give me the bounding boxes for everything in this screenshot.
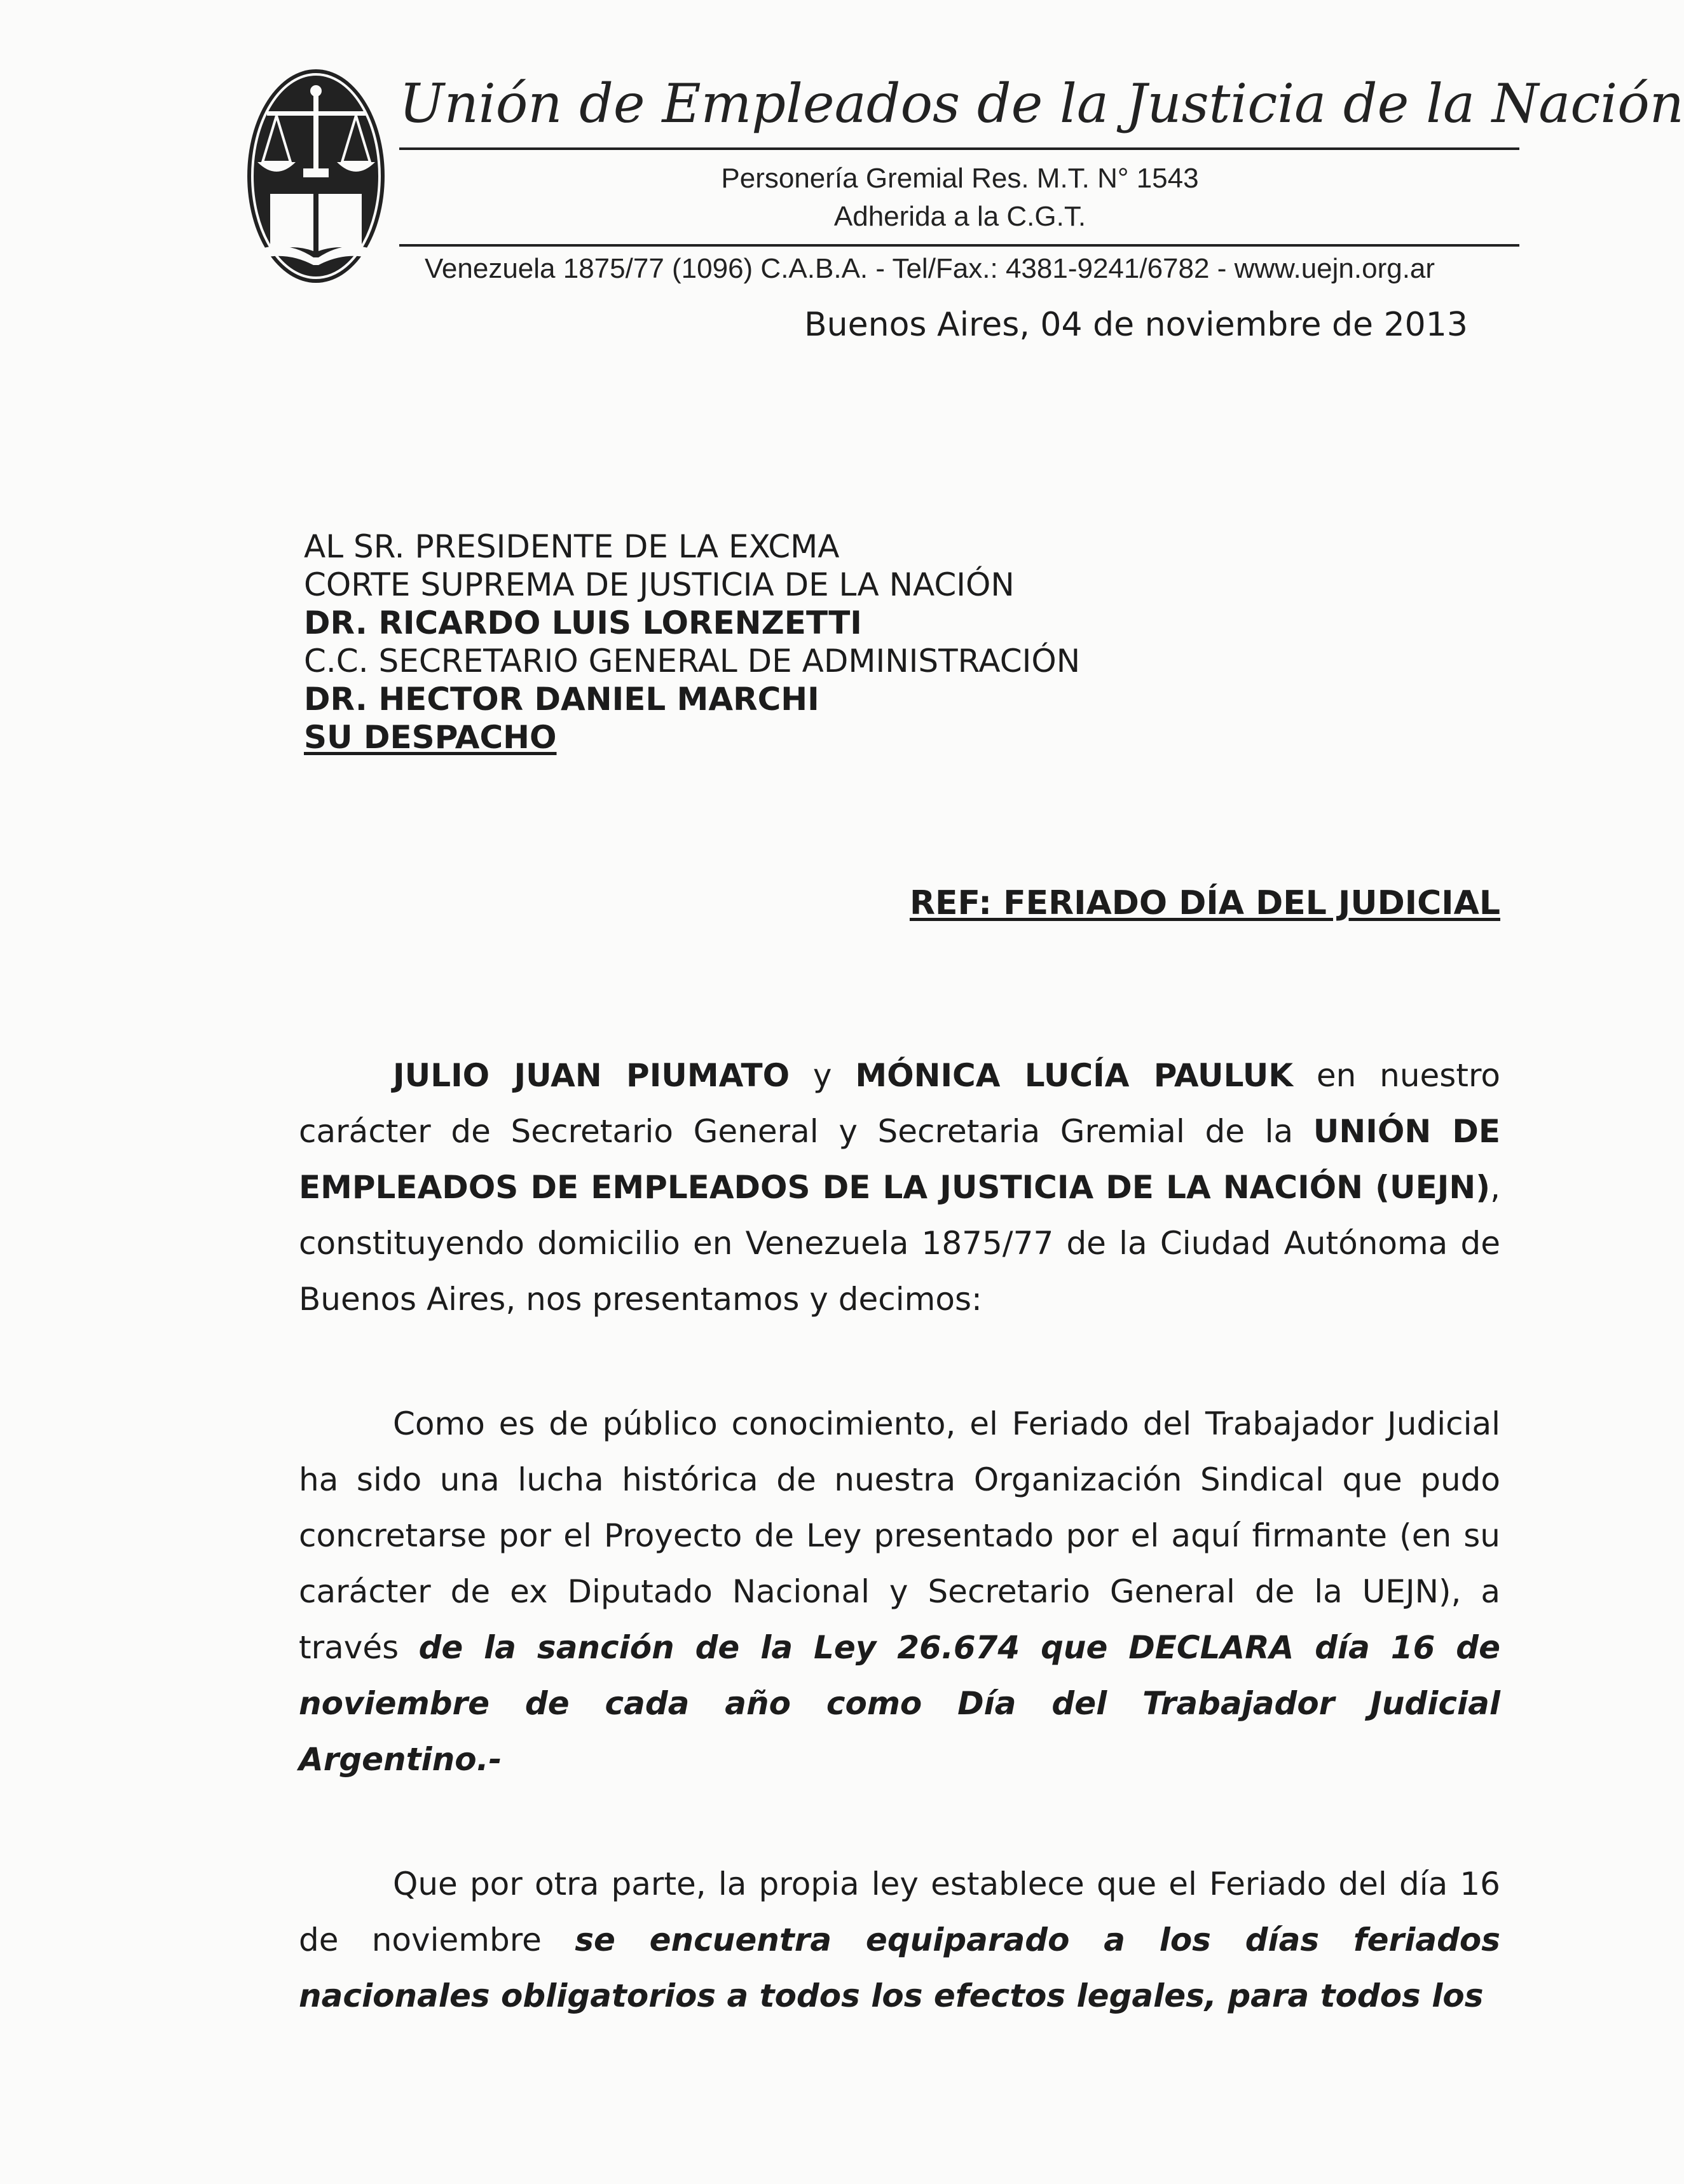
paragraph-emphasis: de la sanción de la Ley 26.674 que DECLARA día 16 de noviembre de cada año como Día del Trabajador Judicial Argentino.- — [299, 1629, 1500, 1778]
paragraph-emphasis: se encuentra equiparado a los días feriados nacionales obligatorios a todos los efectos legales, para todos los — [299, 1921, 1500, 2014]
paragraph-text: en nuestro carácter de Secretario General y Secretaria Gremial de la — [299, 1057, 1500, 1150]
paragraph-background — [299, 1396, 1500, 1787]
reference-line: REF: FERIADO DÍA DEL JUDICIAL — [909, 884, 1500, 922]
addressee-line: C.C. SECRETARIO GENERAL DE ADMINISTRACIÓN — [304, 643, 1081, 679]
adherida-cgt: Adherida a la C.G.T. — [833, 201, 1086, 232]
paragraph-law — [299, 1856, 1500, 2024]
header-rule-bottom — [399, 244, 1519, 247]
letter-date: Buenos Aires, 04 de noviembre de 2013 — [804, 306, 1468, 344]
addressee-name: DR. RICARDO LUIS LORENZETTI — [304, 604, 862, 641]
contact-address: Venezuela 1875/77 (1096) C.A.B.A. - Tel/Fax.: 4381-9241/6782 - www.uejn.org.ar — [425, 253, 1435, 284]
scales-of-justice-logo — [245, 67, 388, 286]
personeria-gremial: Personería Gremial Res. M.T. N° 1543 — [721, 163, 1199, 194]
union-name: UNIÓN DE EMPLEADOS DE EMPLEADOS DE LA JUSTICIA DE LA NACIÓN (UEJN) — [299, 1113, 1501, 1206]
addressee-line: AL SR. PRESIDENTE DE LA EXCMA — [304, 528, 840, 565]
paragraph-text: Que por otra parte, la propia ley establece que el Feriado del día 16 de noviembre — [299, 1866, 1500, 1958]
paragraph-text: , constituyendo domicilio en Venezuela 1875/77 de la Ciudad Autónoma de Buenos Aires, nos presentamos y decimos: — [299, 1169, 1500, 1318]
header-rule-top — [399, 147, 1519, 150]
signatory-name: JULIO JUAN PIUMATO — [393, 1057, 790, 1094]
su-despacho: SU DESPACHO — [304, 719, 557, 756]
signatory-name: MÓNICA LUCÍA PAULUK — [855, 1057, 1294, 1094]
addressee-line: CORTE SUPREMA DE JUSTICIA DE LA NACIÓN — [304, 566, 1015, 603]
paragraph-text: Como es de público conocimiento, el Feriado del Trabajador Judicial ha sido una lucha histórica de nuestra Organización Sindical que pudo concretarse por el Proyecto de Ley presentado por el aquí firmante (en su carácter de ex Diputado Nacional y Secretario General de la UEJN), a través — [299, 1405, 1500, 1666]
organization-name: Unión de Empleados de la Justicia de la Nación — [399, 72, 1684, 135]
addressee-block — [304, 528, 1257, 756]
paragraph-text: y — [790, 1057, 856, 1094]
addressee-name: DR. HECTOR DANIEL MARCHI — [304, 681, 819, 718]
paragraph-presentation — [299, 1048, 1500, 1327]
